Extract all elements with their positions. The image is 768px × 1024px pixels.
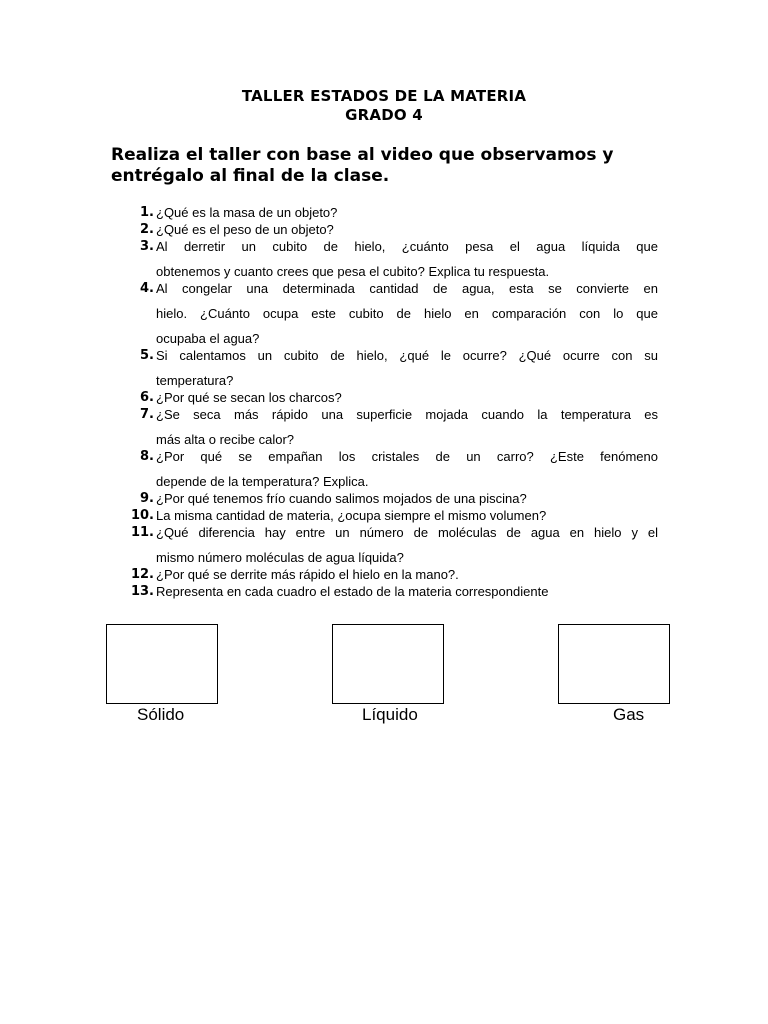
question-text: depende de la temperatura? Explica. <box>156 474 369 489</box>
instruction-line: entrégalo al final de la clase. <box>111 166 390 186</box>
question-number: 8. <box>140 449 154 464</box>
question-number: 5. <box>140 348 154 363</box>
question-number: 1. <box>140 205 154 220</box>
question-text: ¿Por qué tenemos frío cuando salimos mojados de una piscina? <box>156 491 527 506</box>
question-number: 9. <box>140 491 154 506</box>
liquid-label: Líquido <box>362 705 418 724</box>
question-text: La misma cantidad de materia, ¿ocupa siempre el mismo volumen? <box>156 508 547 523</box>
question-number: 6. <box>140 390 154 405</box>
question-text: hielo. ¿Cuánto ocupa este cubito de hielo en comparación con lo que <box>156 306 658 321</box>
question-number: 3. <box>140 239 154 254</box>
question-number: 10. <box>130 508 154 523</box>
question-text: ¿Se seca más rápido una superficie mojada cuando la temperatura es <box>156 407 658 422</box>
instruction-line: Realiza el taller con base al video que observamos y <box>111 145 614 165</box>
question-text: más alta o recibe calor? <box>156 432 295 447</box>
question-number: 11. <box>130 525 154 540</box>
liquid-drawing-box[interactable] <box>332 624 444 704</box>
question-text: ¿Por qué se secan los charcos? <box>156 390 342 405</box>
question-text: mismo número moléculas de agua líquida? <box>156 550 404 565</box>
question-number: 13. <box>130 584 154 599</box>
question-text: Si calentamos un cubito de hielo, ¿qué le ocurre? ¿Qué ocurre con su <box>156 348 658 363</box>
worksheet-title: TALLER ESTADOS DE LA MATERIA <box>241 87 527 105</box>
solid-label: Sólido <box>137 705 185 724</box>
question-number: 12. <box>130 567 154 582</box>
question-text: Al derretir un cubito de hielo, ¿cuánto pesa el agua líquida que <box>156 239 658 254</box>
question-number: 7. <box>140 407 154 422</box>
question-text: ocupaba el agua? <box>156 331 260 346</box>
question-text: Al congelar una determinada cantidad de agua, esta se convierte en <box>156 281 658 296</box>
question-number: 4. <box>140 281 154 296</box>
question-text: ¿Por qué se derrite más rápido el hielo en la mano?. <box>156 567 459 582</box>
solid-drawing-box[interactable] <box>106 624 218 704</box>
question-text: ¿Qué es la masa de un objeto? <box>156 205 338 220</box>
question-number: 2. <box>140 222 154 237</box>
question-text: ¿Qué diferencia hay entre un número de moléculas de agua en hielo y el <box>156 525 658 540</box>
question-text: obtenemos y cuanto crees que pesa el cubito? Explica tu respuesta. <box>156 264 550 279</box>
question-text: temperatura? <box>156 373 234 388</box>
grade-label: GRADO 4 <box>345 106 423 124</box>
question-text: Representa en cada cuadro el estado de la materia correspondiente <box>156 584 549 599</box>
gas-drawing-box[interactable] <box>558 624 670 704</box>
question-text: ¿Qué es el peso de un objeto? <box>156 222 334 237</box>
gas-label: Gas <box>613 705 645 724</box>
question-text: ¿Por qué se empañan los cristales de un carro? ¿Este fenómeno <box>156 449 658 464</box>
